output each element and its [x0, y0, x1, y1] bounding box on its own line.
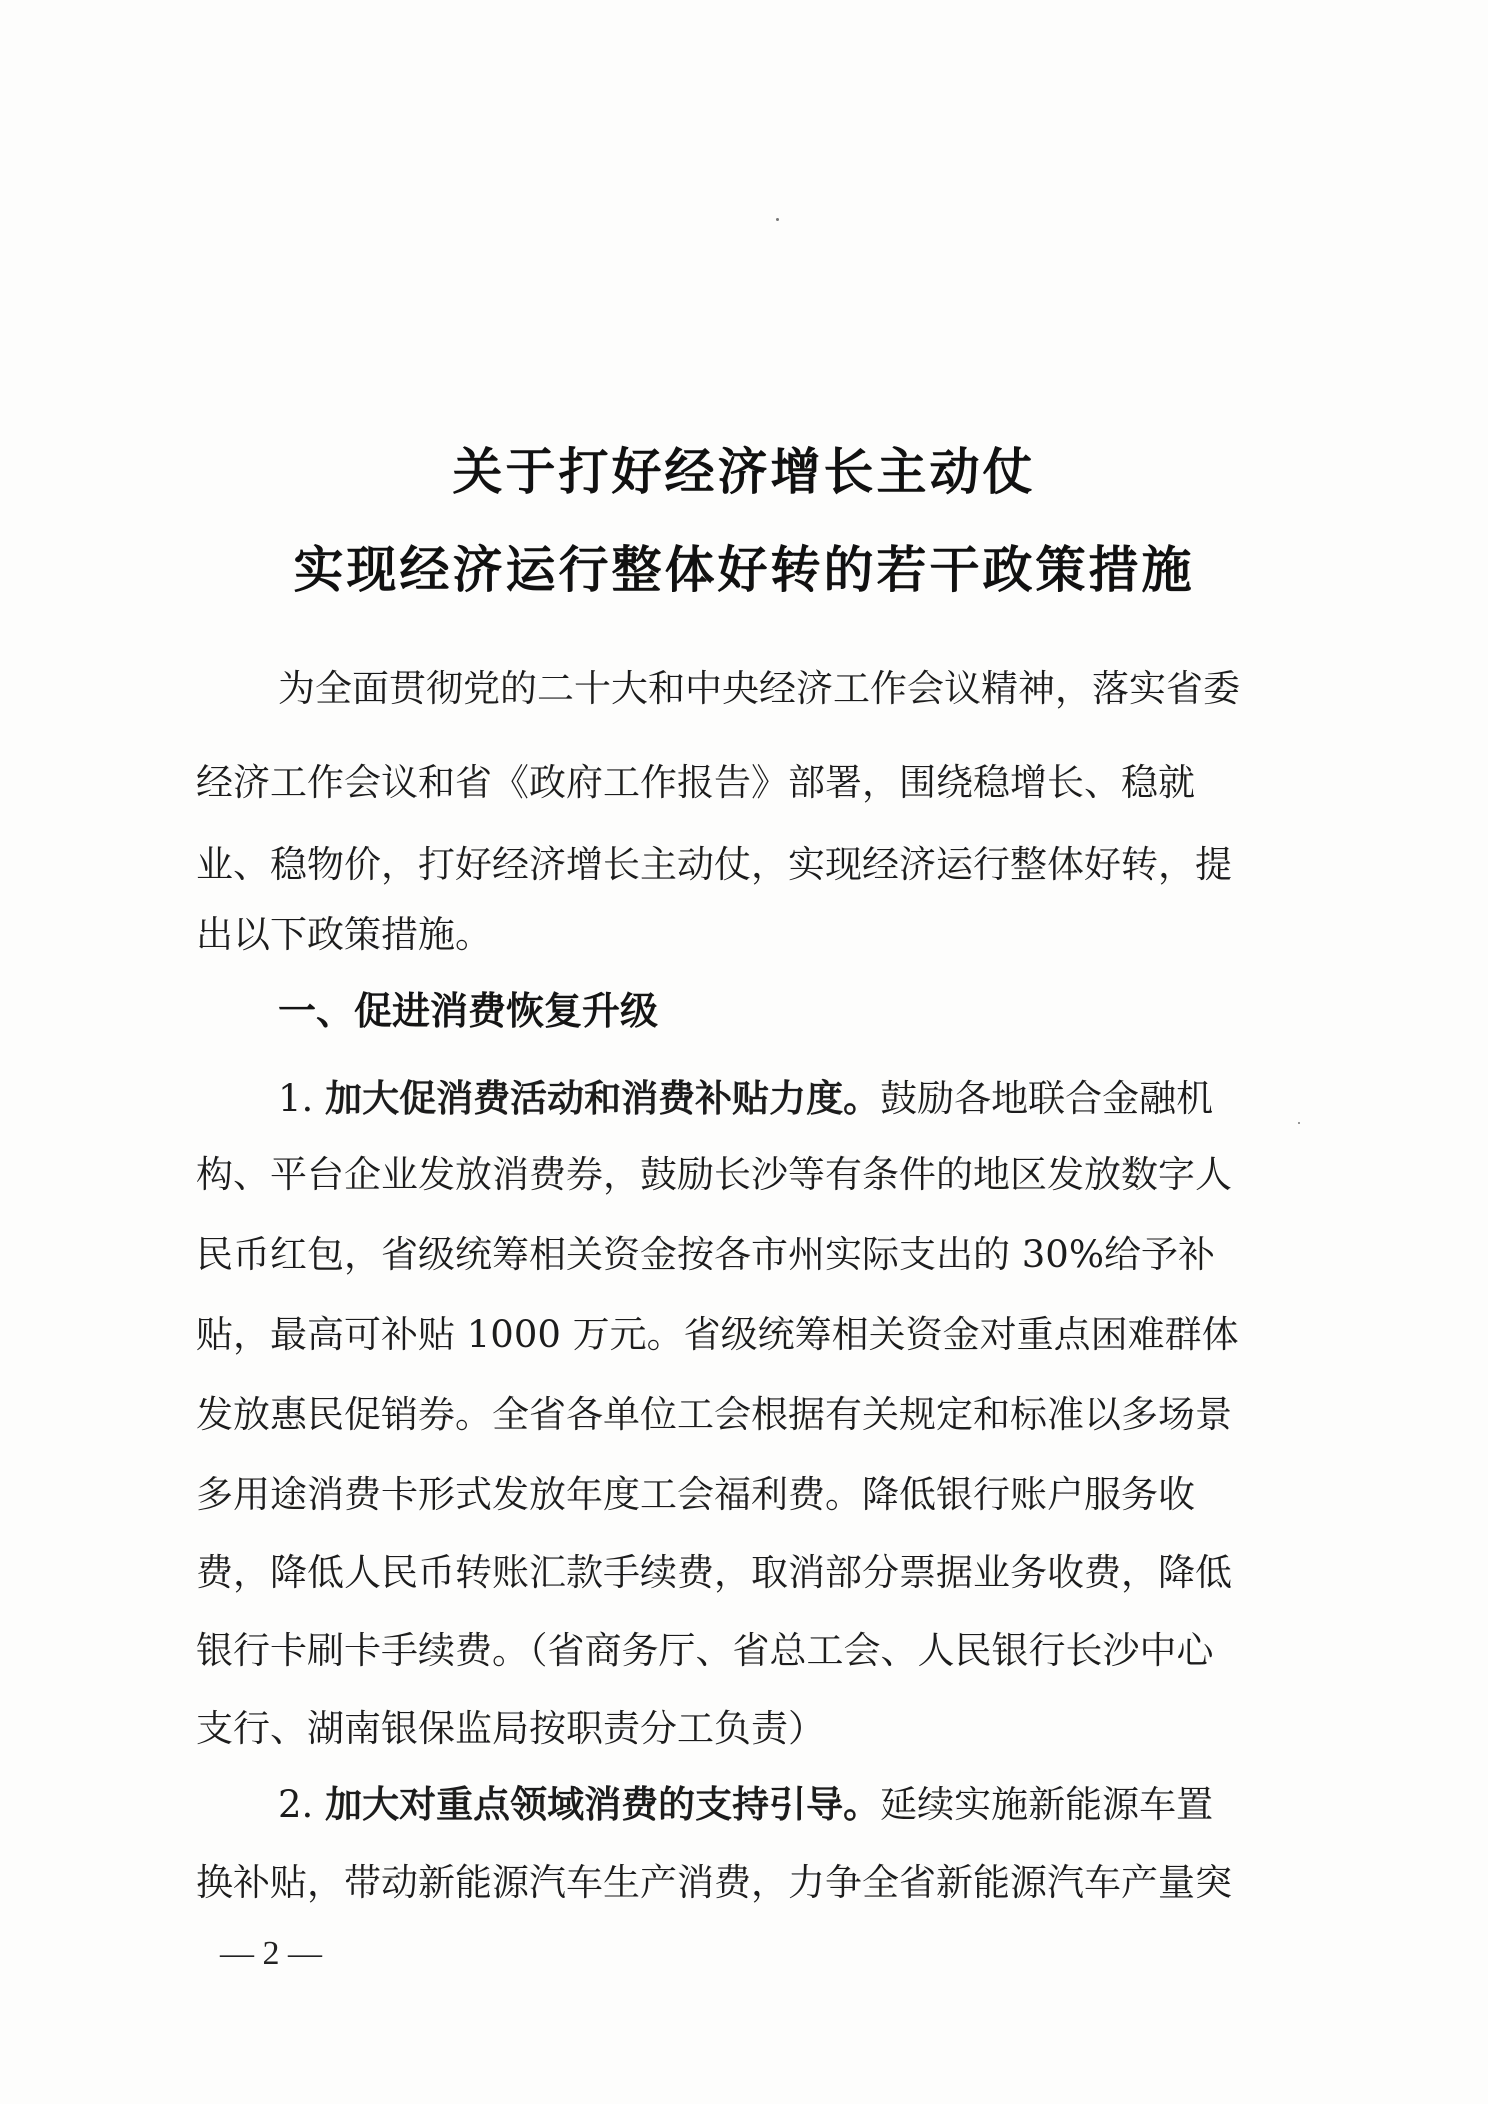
intro-line-3: 业、稳物价，打好经济增长主动仗，实现经济运行整体好转，提 — [196, 843, 1232, 886]
scan-speck — [776, 218, 779, 221]
intro-line-2: 经济工作会议和省《政府工作报告》部署，围绕稳增长、稳就 — [196, 761, 1195, 804]
item-2-line: 换补贴，带动新能源汽车生产消费，力争全省新能源汽车产量突 — [196, 1861, 1232, 1904]
item-1-line: 发放惠民促销券。全省各单位工会根据有关规定和标准以多场景 — [196, 1393, 1232, 1436]
item-2-lead: 加大对重点领域消费的支持引导。 — [325, 1783, 881, 1826]
item-1-first-line — [278, 1068, 1213, 1122]
section-heading-1: 一、促进消费恢复升级 — [278, 989, 659, 1033]
item-1-number: 1. — [278, 1077, 314, 1120]
intro-line-4: 出以下政策措施。 — [196, 913, 492, 956]
scan-speck — [1298, 1122, 1300, 1124]
item-1-lead: 加大促消费活动和消费补贴力度。 — [325, 1077, 881, 1120]
item-1-line: 银行卡刷卡手续费。（省商务厅、省总工会、人民银行长沙中心 — [196, 1629, 1214, 1672]
item-2-first-line — [278, 1774, 1213, 1828]
document-title-line-1: 关于打好经济增长主动仗 — [452, 442, 1036, 501]
item-1-line: 费，降低人民币转账汇款手续费，取消部分票据业务收费，降低 — [196, 1551, 1232, 1594]
document-title-line-2: 实现经济运行整体好转的若干政策措施 — [293, 540, 1195, 599]
page-number: — 2 — — [220, 1935, 322, 1972]
intro-line-1: 为全面贯彻党的二十大和中央经济工作会议精神，落实省委 — [278, 667, 1240, 710]
item-1-line: 贴，最高可补贴 1000 万元。省级统筹相关资金对重点困难群体 — [196, 1313, 1239, 1356]
item-1-first-line-rest: 鼓励各地联合金融机 — [880, 1077, 1214, 1120]
item-1-line: 支行、湖南银保监局按职责分工负责） — [196, 1707, 825, 1750]
item-2-first-line-rest: 延续实施新能源车置 — [880, 1783, 1214, 1826]
item-1-line: 民币红包，省级统筹相关资金按各市州实际支出的 30%给予补 — [196, 1233, 1215, 1276]
item-2-number: 2. — [278, 1783, 314, 1826]
item-1-line: 多用途消费卡形式发放年度工会福利费。降低银行账户服务收 — [196, 1473, 1195, 1516]
item-1-line: 构、平台企业发放消费券，鼓励长沙等有条件的地区发放数字人 — [196, 1153, 1232, 1196]
